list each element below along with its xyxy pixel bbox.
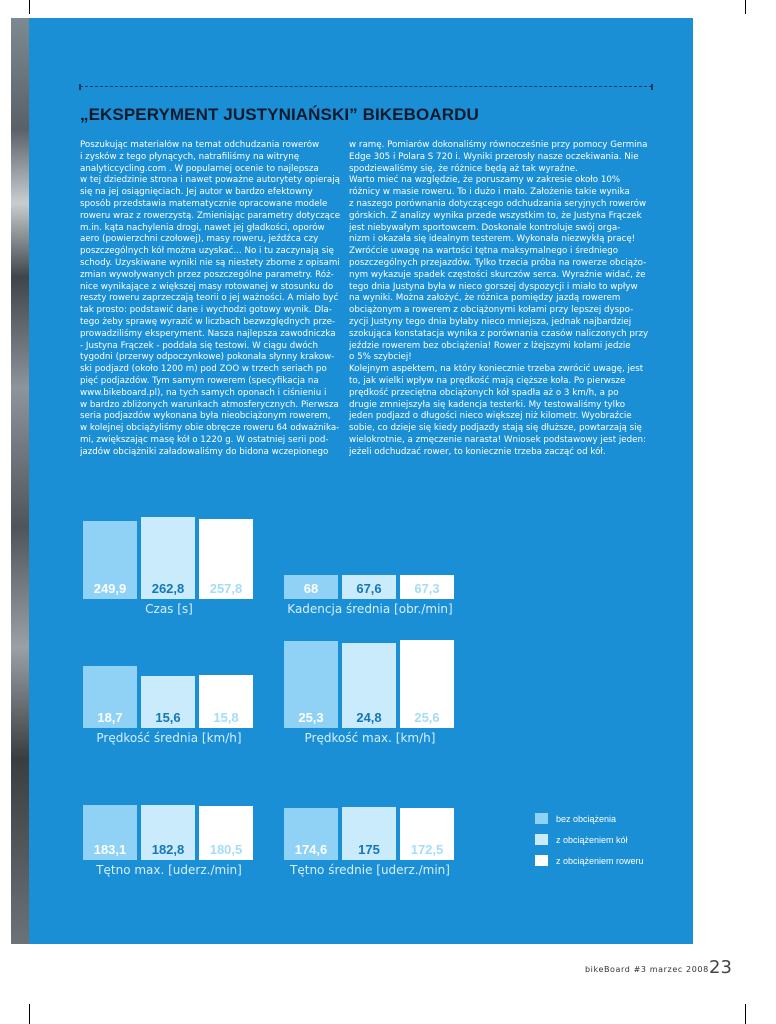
bar-value-label: 262,8 — [151, 581, 185, 596]
bar-avg-hr-wheel-load — [342, 807, 396, 860]
bar-max-hr-bike-load — [199, 806, 253, 860]
legend-swatch — [535, 855, 548, 866]
bar-max-speed-wheel-load — [342, 643, 396, 728]
bar-time-wheel-load — [141, 517, 195, 599]
chart-bars — [284, 638, 456, 728]
chart-title: Prędkość średnia [km/h] — [96, 731, 242, 745]
legend-item-bike-load — [535, 850, 644, 871]
article-title: „EKSPERYMENT JUSTYNIAŃSKI” BIKEBOARDU — [80, 105, 479, 124]
bar-value-label: 68 — [303, 581, 319, 596]
chart-bars — [83, 638, 255, 728]
bar-max-speed-bike-load — [400, 640, 454, 728]
bar-cadence-bike-load — [400, 575, 454, 599]
photo-strip — [11, 18, 29, 944]
bar-value-label: 25,3 — [298, 710, 324, 725]
bar-time-bike-load — [199, 519, 253, 599]
bar-cadence-wheel-load — [342, 575, 396, 599]
chart-legend — [535, 808, 644, 871]
legend-label: z obciążeniem kół — [556, 834, 628, 845]
bar-avg-hr-bike-load — [400, 808, 454, 860]
chart-bars — [284, 509, 456, 599]
chart-title: Tętno średnie [uderz./min] — [290, 863, 450, 877]
legend-label: z obciążeniem roweru — [556, 855, 644, 866]
bar-max-speed-no-load — [284, 641, 338, 728]
legend-swatch — [535, 834, 548, 845]
crop-mark — [745, 1004, 746, 1024]
chart-cadence — [284, 509, 456, 616]
legend-item-wheel-load — [535, 829, 644, 850]
article-column-right: w ramę. Pomiarów dokonaliśmy równocześnie przy pomocy Germina Edge 305 i Polara S 720 i. Wyniki przerosły nasze oczekiwania. Nie spodziewaliśmy się, że różnice będą aż tak wyraźne. Warto mieć na względzie, że poruszamy w zakresie około 10% różnicy w masie roweru. To i dużo i mało. Założenie takie wynika z naszego porównania dotyczącego odchudzania seryjnych rowerów górskich. Z analizy wynika przede wszystkim to, że Justyna Frączek jest niebywałym sportowcem. Doskonale kontroluje swój orga- nizm i okazała się idealnym testerem. Wykonała niezwykłą pracę! Zwróćcie uwagę na wartości tętna maksymalnego i średniego poszczególnych przejazdów. Tylko trzecia próba na rowerze obciążo- nym wykazuje spadek częstości skurczów serca. Wyraźnie widać, że tego dnia Justyna była w nieco gorszej dyspozycji i miało to wpływ na wyniki. Można założyć, że różnica pomiędzy jazdą rowerem obciążonym a rowerem z obciążonymi kołami przy lepszej dyspo- zycji Justyny tego dnia byłaby nieco mniejsza, jednak najbardziej szokująca konstatacja wynika z porównania czasów naliczonych przy jeździe rowerem bez obciążenia! Rower z lżejszymi kołami jedzie o 5% szybciej! Kolejnym aspektem, na który koniecznie trzeba zwrócić uwagę, jest to, jak wielki wpływ na prędkość mają cięższe koła. Po pierwsze prędkość przeciętna obciążonych kół spadła aż o 3 km/h, a po drugie zmniejszyła się kadencja testerki. My testowaliśmy tylko jeden podjazd o długości nieco większej niż kilometr. Wyobraźcie sobie, co dzieje się kiedy podjazdy stają się dłuższe, powtarzają się wielokrotnie, a zmęczenie narasta! Wniosek podstawowy jest jeden: jeżeli odchudzać rower, to koniecznie trzeba zacząć od kół. — [349, 140, 649, 457]
article-column-left: Poszukując materiałów na temat odchudzania rowerów i zysków z tego płynących, natrafiliśmy na witrynę analyticcycling.com . W popularnej ocenie to najlepsza w tej dziedzinie strona i nawet poważne autorytety opierają się na jej osiągnięciach. Jej autor w bardzo efektowny sposób przedstawia matematycznie opracowane modele roweru wraz z rowerzystą. Zmieniając parametry dotyczące m.in. kąta nachylenia drogi, nawet jej gładkości, oporów aero (powierzchni czołowej), masy roweru, jeźdźca czy poszczególnych kół można uzyskać... No i tu zaczynają się schody. Uzyskiwane wyniki nie są niestety zborne z opisami zmian wywoływanych przez poszczególne parametry. Róż- nice wynikające z większej masy rotowanej w stosunku do reszty roweru zaprzeczają teorii o jej ważności. A miało być tak prosto: podstawić dane i wychodzi gotowy wynik. Dla- tego żeby sprawę wyrazić w liczbach bezwzględnych prze- prowadziliśmy eksperyment. Nasza najlepsza zawodniczka - Justyna Frączek - poddała się testowi. W ciągu dwóch tygodni (przerwy odpoczynkowe) pokonała słynny krakow- ski podjazd (około 1200 m) pod ZOO w trzech seriach po pięć podjazdów. Tym samym rowerem (specyfikacja na www.bikeboard.pl), na tych samych oponach i ciśnieniu i w bardzo zbliżonych warunkach atmosferycznych. Pierwsza seria podjazdów wykonana była nieobciążonym rowerem, w kolejnej obciążyliśmy obie obręcze roweru 64 odważnika- mi, zwiększając masę kół o 1220 g. W ostatniej serii pod- jazdów obciążniki załadowaliśmy do bidona wczepionego — [80, 140, 341, 457]
chart-bars — [83, 509, 255, 599]
chart-max-speed — [284, 638, 456, 745]
bar-value-label: 172,5 — [410, 842, 444, 857]
title-rule — [80, 86, 652, 87]
bar-max-hr-no-load — [83, 805, 137, 860]
bar-value-label: 15,8 — [213, 710, 239, 725]
bar-value-label: 180,5 — [209, 842, 243, 857]
crop-mark — [29, 0, 30, 14]
bar-avg-hr-no-load — [284, 808, 338, 860]
bar-value-label: 182,8 — [151, 842, 185, 857]
crop-mark — [29, 1004, 30, 1024]
bar-value-label: 67,3 — [414, 581, 440, 596]
legend-swatch — [535, 813, 548, 824]
crop-mark — [745, 0, 746, 14]
page-number: 23 — [709, 957, 732, 978]
bar-value-label: 25,6 — [414, 710, 440, 725]
bar-value-label: 24,8 — [356, 710, 382, 725]
title-rule-cap — [651, 84, 653, 90]
chart-bars — [83, 770, 255, 860]
bar-value-label: 257,8 — [209, 581, 243, 596]
bar-time-no-load — [83, 521, 137, 599]
bar-cadence-no-load — [284, 575, 338, 599]
bar-value-label: 174,6 — [294, 842, 328, 857]
bar-value-label: 18,7 — [97, 710, 123, 725]
bar-avg-speed-no-load — [83, 666, 137, 728]
bar-value-label: 249,9 — [93, 581, 127, 596]
title-rule-cap — [79, 84, 81, 90]
bar-avg-speed-wheel-load — [141, 676, 195, 728]
bar-max-hr-wheel-load — [141, 805, 195, 860]
chart-title: Kadencja średnia [obr./min] — [287, 602, 453, 616]
bar-value-label: 15,6 — [155, 710, 181, 725]
legend-item-no-load — [535, 808, 644, 829]
chart-time — [83, 509, 255, 616]
bar-avg-speed-bike-load — [199, 675, 253, 728]
chart-avg-hr — [284, 770, 456, 877]
chart-max-hr — [83, 770, 255, 877]
footer-magazine: bikeBoard #3 marzec 2008 — [585, 965, 709, 974]
bar-value-label: 67,6 — [356, 581, 382, 596]
legend-label: bez obciążenia — [556, 813, 617, 824]
chart-bars — [284, 770, 456, 860]
chart-title: Czas [s] — [145, 602, 193, 616]
chart-title: Tętno max. [uderz./min] — [96, 863, 242, 877]
bar-value-label: 175 — [358, 842, 380, 857]
chart-avg-speed — [83, 638, 255, 745]
chart-title: Prędkość max. [km/h] — [304, 731, 436, 745]
bar-value-label: 183,1 — [93, 842, 127, 857]
